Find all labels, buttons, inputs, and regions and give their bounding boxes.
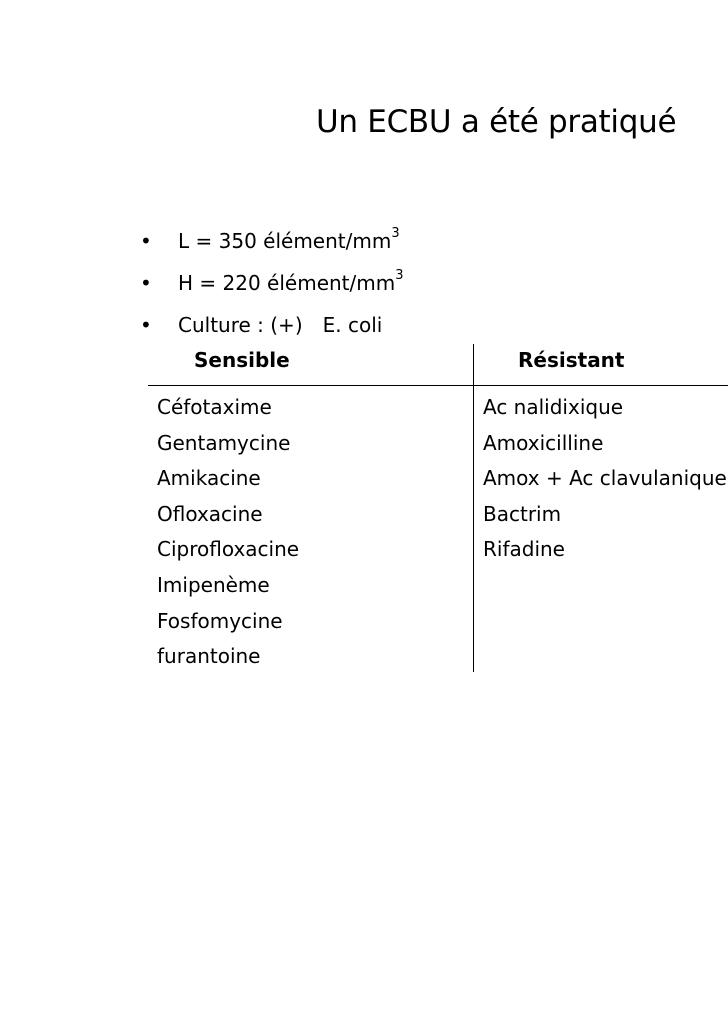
result-leukocytes [140, 226, 404, 268]
antibiotic-resistant: Amox + Ac clavulanique [483, 466, 727, 491]
antibiotic-resistant: Bactrim [483, 501, 562, 526]
antibiotic-sensible: Amikacine [157, 466, 261, 491]
antibiotic-sensible: Ciprofloxacine [157, 537, 300, 562]
result-hematies [140, 268, 404, 310]
resistant-column [483, 390, 727, 568]
antibiotic-sensible: Fosfomycine [157, 608, 283, 633]
antibiotic-resistant: Amoxicilline [483, 430, 604, 455]
result-list [140, 226, 404, 352]
result-text: L = 350 élément/mm [178, 229, 392, 253]
header-sensible: Sensible [194, 348, 290, 372]
result-exponent: 3 [395, 268, 404, 284]
header-divider [148, 385, 728, 386]
result-text: Culture : (+) [178, 313, 303, 337]
result-exponent: 3 [391, 226, 400, 242]
bullet-dot: • [140, 313, 152, 337]
column-divider [473, 344, 474, 672]
antibiotic-sensible: Ofloxacine [157, 501, 263, 526]
antibiotic-sensible: furantoine [157, 644, 261, 669]
bullet-dot: • [140, 271, 152, 295]
result-text: H = 220 élément/mm [178, 271, 396, 295]
antibiotic-sensible: Gentamycine [157, 430, 291, 455]
bullet-dot: • [140, 229, 152, 253]
antibiotic-sensible: Céfotaxime [157, 395, 272, 419]
antibiotic-resistant: Rifadine [483, 537, 565, 562]
slide-title: Un ECBU a été pratiqué [316, 104, 677, 140]
antibiogram-table [148, 342, 728, 672]
organism-name: E. coli [322, 313, 383, 337]
sensible-column [157, 390, 299, 675]
antibiotic-resistant: Ac nalidixique [483, 395, 624, 419]
header-resistant: Résistant [518, 348, 625, 372]
antibiotic-sensible: Imipenème [157, 572, 270, 597]
